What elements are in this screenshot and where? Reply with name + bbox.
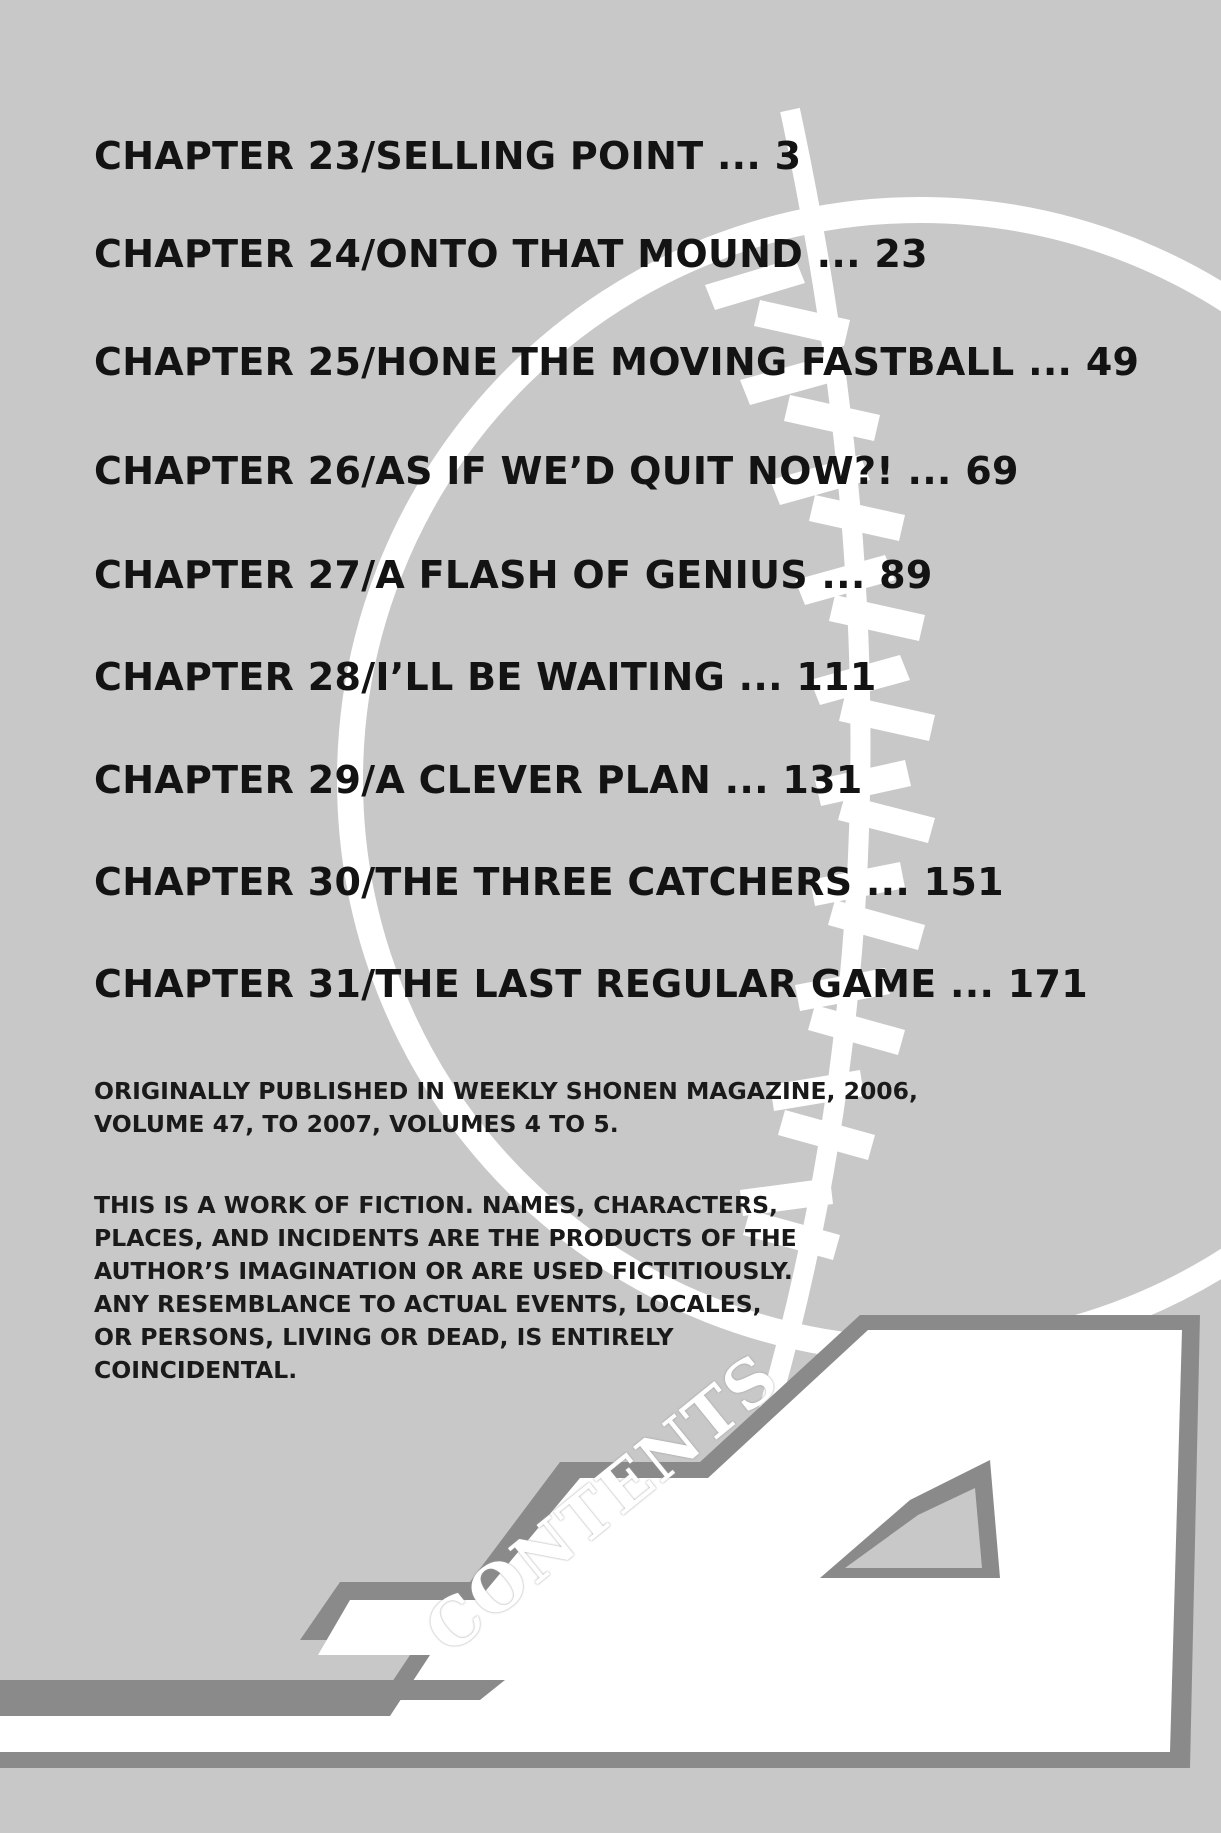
toc-entry-chapter-31: CHAPTER 31/THE LAST REGULAR GAME ... 171 [94, 962, 1088, 1006]
toc-entry-chapter-28: CHAPTER 28/I’LL BE WAITING ... 111 [94, 655, 877, 699]
disclaimer-line: THIS IS A WORK OF FICTION. NAMES, CHARACTERS, [94, 1191, 778, 1219]
publication-note-line: VOLUME 47, TO 2007, VOLUMES 4 TO 5. [94, 1110, 619, 1138]
disclaimer-line: ANY RESEMBLANCE TO ACTUAL EVENTS, LOCALES, [94, 1290, 762, 1318]
publication-note [94, 1075, 918, 1141]
toc-entry-chapter-23: CHAPTER 23/SELLING POINT ... 3 [94, 134, 802, 178]
disclaimer-line: OR PERSONS, LIVING OR DEAD, IS ENTIRELY [94, 1323, 674, 1351]
publication-note-line: ORIGINALLY PUBLISHED IN WEEKLY SHONEN MAGAZINE, 2006, [94, 1077, 918, 1105]
contents-logo-word: CONTENTS [412, 1339, 794, 1669]
toc-entry-chapter-25: CHAPTER 25/HONE THE MOVING FASTBALL ... 49 [94, 340, 1140, 384]
toc-entry-chapter-26: CHAPTER 26/AS IF WE’D QUIT NOW?! ... 69 [94, 449, 1019, 493]
toc-entry-chapter-29: CHAPTER 29/A CLEVER PLAN ... 131 [94, 758, 863, 802]
disclaimer-line: AUTHOR’S IMAGINATION OR ARE USED FICTITIOUSLY. [94, 1257, 793, 1285]
toc-entry-chapter-27: CHAPTER 27/A FLASH OF GENIUS ... 89 [94, 553, 933, 597]
toc-entry-chapter-24: CHAPTER 24/ONTO THAT MOUND ... 23 [94, 232, 928, 276]
toc-entry-chapter-30: CHAPTER 30/THE THREE CATCHERS ... 151 [94, 860, 1004, 904]
disclaimer-line: PLACES, AND INCIDENTS ARE THE PRODUCTS OF THE [94, 1224, 797, 1252]
fiction-disclaimer [94, 1189, 797, 1387]
disclaimer-line: COINCIDENTAL. [94, 1356, 298, 1384]
